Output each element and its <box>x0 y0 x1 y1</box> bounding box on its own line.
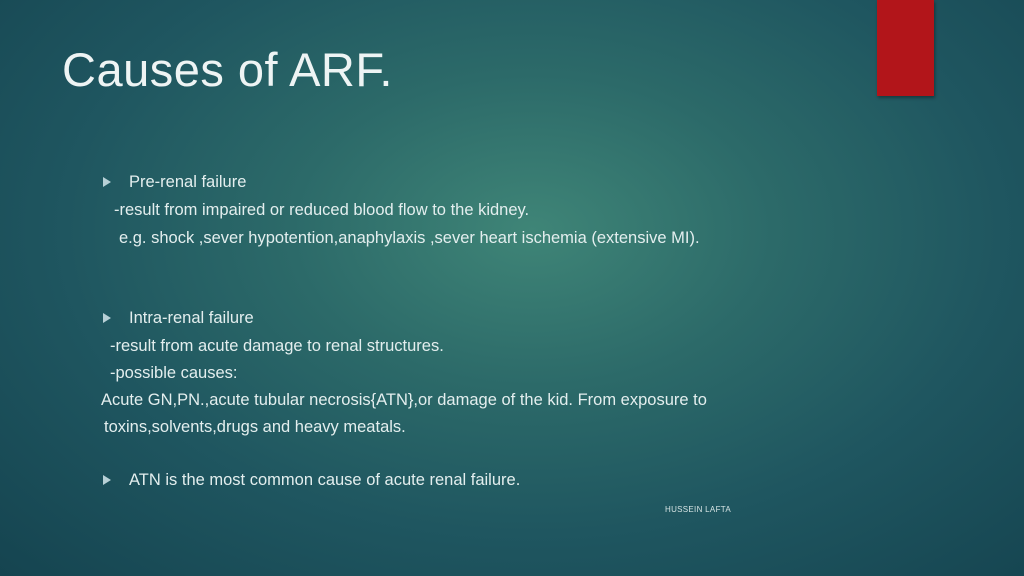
bullet-line: toxins,solvents,drugs and heavy meatals. <box>104 418 406 436</box>
triangle-right-icon <box>103 177 111 187</box>
triangle-right-icon <box>103 313 111 323</box>
bullet-heading-atn: ATN is the most common cause of acute renal failure. <box>129 471 521 489</box>
bullet-line: e.g. shock ,sever hypotention,anaphylaxis ,sever heart ischemia (extensive MI). <box>119 229 700 247</box>
bullet-heading-intra-renal: Intra-renal failure <box>129 309 254 327</box>
slide-title: Causes of ARF. <box>62 43 393 96</box>
bullet-heading-pre-renal: Pre-renal failure <box>129 173 247 191</box>
bullet-line: -result from impaired or reduced blood flow to the kidney. <box>114 201 530 219</box>
footer-author: HUSSEIN LAFTA <box>665 505 731 514</box>
triangle-right-icon <box>103 475 111 485</box>
bullet-line: -result from acute damage to renal structures. <box>110 337 444 355</box>
bullet-line: -possible causes: <box>110 364 238 382</box>
bullet-line: Acute GN,PN.,acute tubular necrosis{ATN},or damage of the kid. From exposure to <box>101 391 707 409</box>
accent-bar <box>877 0 934 96</box>
